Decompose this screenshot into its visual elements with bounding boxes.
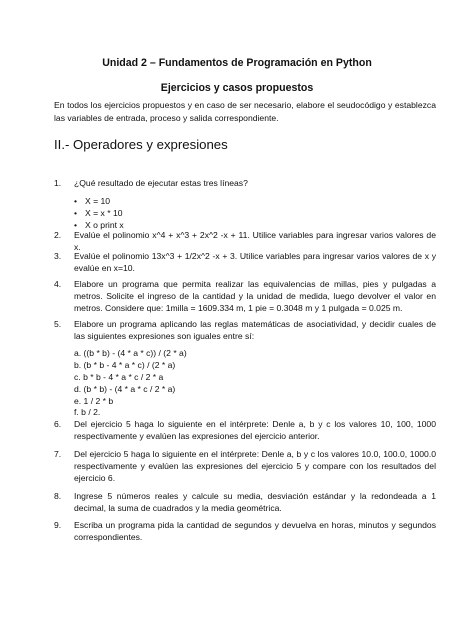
question-4 bbox=[54, 278, 436, 315]
question-1 bbox=[54, 177, 436, 231]
question-number: 2. bbox=[54, 230, 62, 240]
question-number: 5. bbox=[54, 319, 62, 329]
list-item: • X o print x bbox=[74, 220, 124, 231]
list-item: • X = 10 bbox=[74, 196, 111, 207]
question-7 bbox=[54, 448, 436, 485]
question-number: 4. bbox=[54, 279, 62, 289]
question-number: 8. bbox=[54, 491, 62, 501]
bullet-icon: • bbox=[74, 208, 78, 219]
document-subtitle: Ejercicios y casos propuestos bbox=[160, 82, 314, 94]
question-3 bbox=[54, 250, 436, 274]
question-5 bbox=[54, 318, 436, 419]
bullet-list bbox=[74, 195, 436, 231]
question-text: Del ejercicio 5 haga lo siguiente en el intérprete: Denle a, b y c los valores 10.0, 100.0, 1000.0 respectivamente y evalúen las expresiones del ejercicio 5 y compare con los resultados del ejercicio 6. bbox=[74, 449, 436, 484]
bullet-icon: • bbox=[74, 220, 78, 231]
question-text: Elabore un programa que permita realizar las equivalencias de millas, pies y pulgadas a metros. Solicite el ingreso de la cantidad y la unidad de medida, luego devolver el valor en metros. Considere que: 1milla = 1609.334 m, 1 pie = 0.3048 m y 1 pulgada = 0.025 m. bbox=[74, 279, 436, 314]
question-text: ¿Qué resultado de ejecutar estas tres líneas? bbox=[74, 178, 248, 188]
question-6 bbox=[54, 418, 436, 442]
list-item: a. ((b * b) - (4 * a * c)) / (2 * a) bbox=[74, 348, 187, 359]
question-text: Escriba un programa pida la cantidad de segundos y devuelva en horas, minutos y segundos correspondientes. bbox=[74, 520, 436, 543]
question-number: 9. bbox=[54, 520, 62, 530]
intro-paragraph: En todos los ejercicios propuestos y en caso de ser necesario, elabore el seudocódigo y establezca las variables de entrada, proceso y salida correspondiente. bbox=[54, 100, 436, 123]
list-item: f. b / 2. bbox=[74, 407, 101, 418]
question-text: Del ejercicio 5 haga lo siguiente en el intérprete: Denle a, b y c los valores 10, 100, 1000 respectivamente y evalúen las expresiones del ejercicio anterior. bbox=[74, 419, 436, 442]
question-number: 7. bbox=[54, 449, 62, 459]
list-item: d. (b * b) - (4 * a * c / 2 * a) bbox=[74, 383, 176, 394]
expression-list bbox=[74, 348, 436, 419]
question-number: 1. bbox=[54, 178, 62, 188]
bullet-icon: • bbox=[74, 196, 78, 207]
question-text: Evalúe el polinomio x^4 + x^3 + 2x^2 -x + 11. Utilice variables para ingresar varios valores de x. bbox=[74, 230, 436, 253]
question-text: Elabore un programa aplicando las reglas matemáticas de asociatividad, y decidir cuales de las siguientes expresiones son iguales entre sí: bbox=[74, 319, 436, 342]
question-text: Evalúe el polinomio 13x^3 + 1/2x^2 -x + 3. Utilice variables para ingresar varios valores de x y evalúe en x=10. bbox=[74, 251, 436, 274]
list-item: • X = x * 10 bbox=[74, 208, 123, 219]
list-item: e. 1 / 2 * b bbox=[74, 395, 114, 406]
section-heading: II.- Operadores y expresiones bbox=[54, 137, 228, 152]
question-number: 3. bbox=[54, 251, 62, 261]
document-title: Unidad 2 – Fundamentos de Programación en Python bbox=[102, 57, 372, 69]
list-item: c. b * b - 4 * a * c / 2 * a bbox=[74, 372, 164, 382]
question-text: Ingrese 5 números reales y calcule su media, desviación estándar y la redondeada a 1 decimal, la suma de cuadrados y la media geométrica. bbox=[74, 491, 436, 514]
list-item: b. (b * b - 4 * a * c) / (2 * a) bbox=[74, 360, 176, 371]
question-9 bbox=[54, 519, 436, 543]
question-number: 6. bbox=[54, 419, 62, 429]
question-8 bbox=[54, 490, 436, 514]
